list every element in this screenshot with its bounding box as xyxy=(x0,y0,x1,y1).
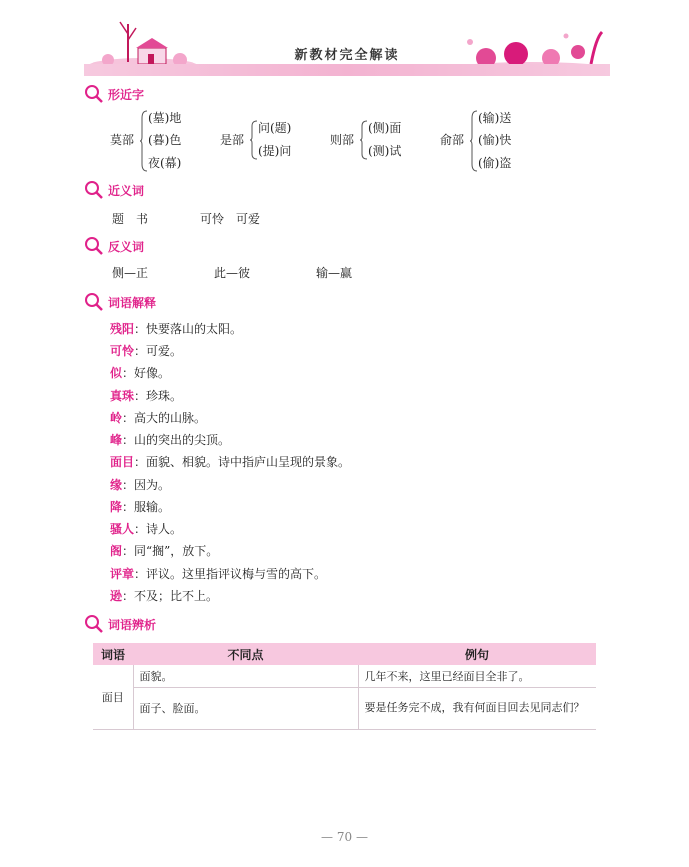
synonym-pair: 题 书 xyxy=(112,212,149,226)
definition-text: ：服输。 xyxy=(122,500,171,514)
definition-text: ：因为。 xyxy=(122,478,171,492)
antonym-pair: 输—赢 xyxy=(316,266,353,280)
similar-char: 夜(幕) xyxy=(148,156,182,170)
section-title: 近义词 xyxy=(108,183,145,198)
magnifier-icon xyxy=(84,84,104,104)
definition-text: ：面貌、相貌。诗中指庐山呈现的景象。 xyxy=(134,455,351,469)
definition-item xyxy=(110,433,230,447)
definition-text: ：评议。这里指评议梅与雪的高下。 xyxy=(134,567,327,581)
word-comparison-table xyxy=(93,643,596,730)
table-header-row xyxy=(93,643,596,665)
radical-label: 莫部 xyxy=(110,133,135,147)
similar-char: (侧)面 xyxy=(368,121,402,135)
definition-term: 评章 xyxy=(110,567,135,581)
similar-char: (提)问 xyxy=(258,144,292,158)
definition-term: 似 xyxy=(110,366,123,380)
definition-term: 骚人 xyxy=(110,522,135,536)
definition-text: ：好像。 xyxy=(122,366,171,380)
page-header xyxy=(84,8,610,78)
section-title: 词语辨析 xyxy=(108,617,157,632)
table-cell-example: 要是任务完不成，我有何面目回去见同志们？ xyxy=(358,687,596,729)
magnifier-icon xyxy=(84,292,104,312)
definition-term: 残阳 xyxy=(110,322,135,336)
table-cell-word: 面目 xyxy=(93,665,133,729)
definition-term: 真珠 xyxy=(110,389,135,403)
definition-text: ：诗人。 xyxy=(134,522,183,536)
magnifier-icon xyxy=(84,180,104,200)
header-band xyxy=(84,64,610,76)
brace-bracket xyxy=(250,120,258,160)
column-header: 不同点 xyxy=(133,643,358,665)
definition-term: 阁 xyxy=(110,544,123,558)
header-title: 新教材完全解读 xyxy=(294,48,400,63)
table-cell-difference: 面子、脸面。 xyxy=(133,687,358,729)
section-title: 词语解释 xyxy=(108,295,157,310)
definition-item xyxy=(110,366,170,380)
definition-item xyxy=(110,567,326,581)
definition-item xyxy=(110,344,182,358)
magnifier-icon xyxy=(84,236,104,256)
definition-term: 峰 xyxy=(110,433,123,447)
definition-term: 可怜 xyxy=(110,344,135,358)
brace-bracket xyxy=(470,110,478,172)
definition-item xyxy=(110,455,350,469)
definition-term: 降 xyxy=(110,500,123,514)
antonym-pair: 侧—正 xyxy=(112,266,149,280)
similar-char: (输)送 xyxy=(478,111,512,125)
definition-item xyxy=(110,389,182,403)
similar-char: 问(题) xyxy=(258,121,292,135)
radical-label: 俞部 xyxy=(440,133,465,147)
table-row xyxy=(93,665,596,687)
column-header: 词语 xyxy=(93,643,133,665)
section-header-xingjinzi xyxy=(84,84,144,104)
radical-label: 是部 xyxy=(220,133,245,147)
definition-text: ：高大的山脉。 xyxy=(122,411,207,425)
table-row xyxy=(93,687,596,729)
section-header-fanyici xyxy=(84,236,144,256)
definition-text: ：可爱。 xyxy=(134,344,183,358)
similar-char: (暮)色 xyxy=(148,133,182,147)
definition-term: 面目 xyxy=(110,455,135,469)
definition-item xyxy=(110,500,170,514)
section-title: 反义词 xyxy=(108,239,145,254)
table-cell-example: 几年不来，这里已经面目全非了。 xyxy=(358,665,596,687)
similar-char: (偷)盗 xyxy=(478,156,512,170)
definition-item xyxy=(110,522,182,536)
section-header-ciyujieshi xyxy=(84,292,156,312)
section-header-ciyubianxi xyxy=(84,614,156,634)
definition-item xyxy=(110,478,170,492)
definition-term: 逊 xyxy=(110,589,123,603)
definition-term: 岭 xyxy=(110,411,123,425)
similar-char: (测)试 xyxy=(368,144,402,158)
definition-item xyxy=(110,322,242,336)
definition-term: 缘 xyxy=(110,478,123,492)
similar-char: (墓)地 xyxy=(148,111,182,125)
magnifier-icon xyxy=(84,614,104,634)
page-number: — 70 — xyxy=(321,830,368,844)
column-header: 例句 xyxy=(358,643,596,665)
definition-text: ：同“搁”，放下。 xyxy=(122,544,219,558)
section-header-jinyici xyxy=(84,180,144,200)
table-cell-difference: 面貌。 xyxy=(133,665,358,687)
definition-text: ：山的突出的尖顶。 xyxy=(122,433,231,447)
definition-text: ：不及；比不上。 xyxy=(122,589,219,603)
antonym-pair: 此—彼 xyxy=(214,266,251,280)
definition-item xyxy=(110,589,218,603)
definition-text: ：快要落山的太阳。 xyxy=(134,322,243,336)
definition-item xyxy=(110,544,218,558)
similar-char: (愉)快 xyxy=(478,133,512,147)
synonym-pair: 可怜 可爱 xyxy=(200,212,261,226)
brace-bracket xyxy=(140,110,148,172)
radical-label: 则部 xyxy=(330,133,355,147)
brace-bracket xyxy=(360,120,368,160)
definition-text: ：珍珠。 xyxy=(134,389,183,403)
definition-item xyxy=(110,411,206,425)
section-title: 形近字 xyxy=(108,87,145,102)
